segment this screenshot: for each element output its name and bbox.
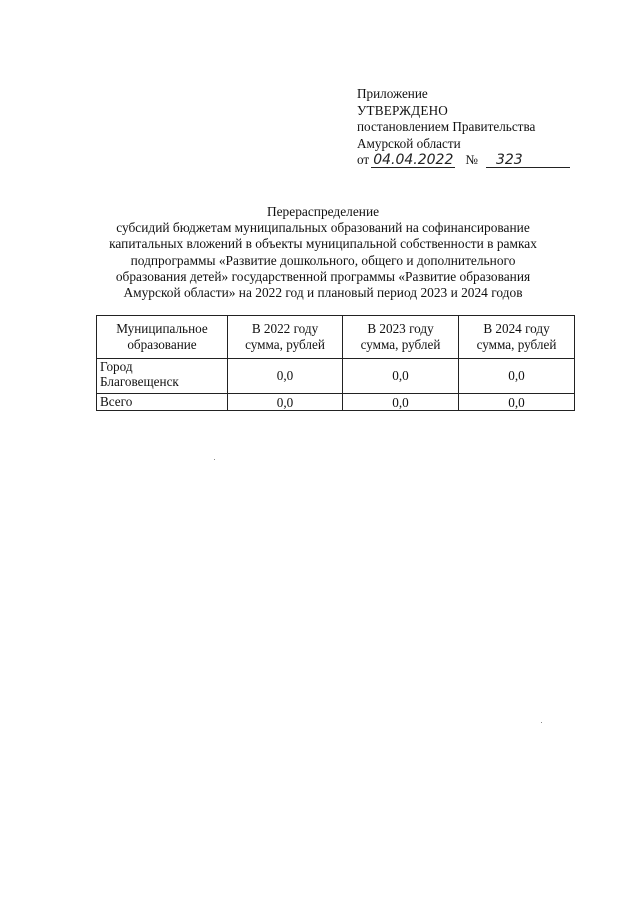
header-text: сумма, рублей	[245, 337, 325, 352]
cell-municipality	[97, 359, 228, 394]
handwritten-number: 323	[486, 153, 570, 168]
appendix-label: Приложение	[357, 86, 428, 101]
date-prefix: от	[357, 152, 370, 168]
header-municipality	[97, 316, 228, 359]
header-text: В 2023 году	[367, 321, 434, 336]
title-line: капитальных вложений в объекты муниципальной собственности в рамках	[109, 236, 537, 252]
cell-2022: 0,0	[228, 394, 343, 411]
region-label: Амурской области	[357, 135, 461, 151]
cell-2023: 0,0	[343, 394, 459, 411]
title-line: образования детей» государственной программы «Развитие образования	[115, 268, 531, 284]
cell-total-label: Всего	[97, 394, 228, 411]
cell-2024: 0,0	[459, 394, 575, 411]
cell-text: Благовещенск	[100, 374, 179, 389]
header-text: сумма, рублей	[360, 337, 441, 352]
number-sign: №	[465, 152, 478, 168]
table-row	[97, 359, 575, 394]
header-2024	[459, 316, 575, 359]
approved-label: УТВЕРЖДЕНО	[357, 102, 449, 118]
subsidy-table	[96, 315, 575, 411]
table-header-row	[97, 316, 575, 359]
title-line: Амурской области» на 2022 год и плановый период 2023 и 2024 годов	[123, 285, 523, 301]
header-2023	[343, 316, 459, 359]
title-line: подпрограммы «Развитие дошкольного, общего и дополнительного	[130, 252, 516, 268]
table-total-row	[97, 394, 575, 411]
approval-block	[357, 86, 597, 169]
scan-speck	[214, 459, 215, 460]
header-text: сумма, рублей	[476, 337, 557, 352]
date-number-line	[357, 152, 597, 169]
title-line: Перераспределение	[266, 204, 380, 219]
scan-speck	[541, 722, 542, 723]
cell-2023: 0,0	[343, 359, 459, 394]
header-text: Муниципальное	[116, 321, 208, 336]
cell-2022: 0,0	[228, 359, 343, 394]
document-title	[90, 204, 556, 301]
cell-text: Город	[100, 359, 133, 374]
handwritten-date: 04.04.2022	[373, 152, 454, 169]
resolution-label: постановлением Правительства	[357, 119, 536, 135]
header-text: образование	[127, 337, 197, 352]
title-line: субсидий бюджетам муниципальных образований на софинансирование	[116, 220, 530, 236]
header-2022	[228, 316, 343, 359]
cell-2024: 0,0	[459, 359, 575, 394]
header-text: В 2024 году	[483, 321, 550, 336]
header-text: В 2022 году	[251, 321, 319, 336]
